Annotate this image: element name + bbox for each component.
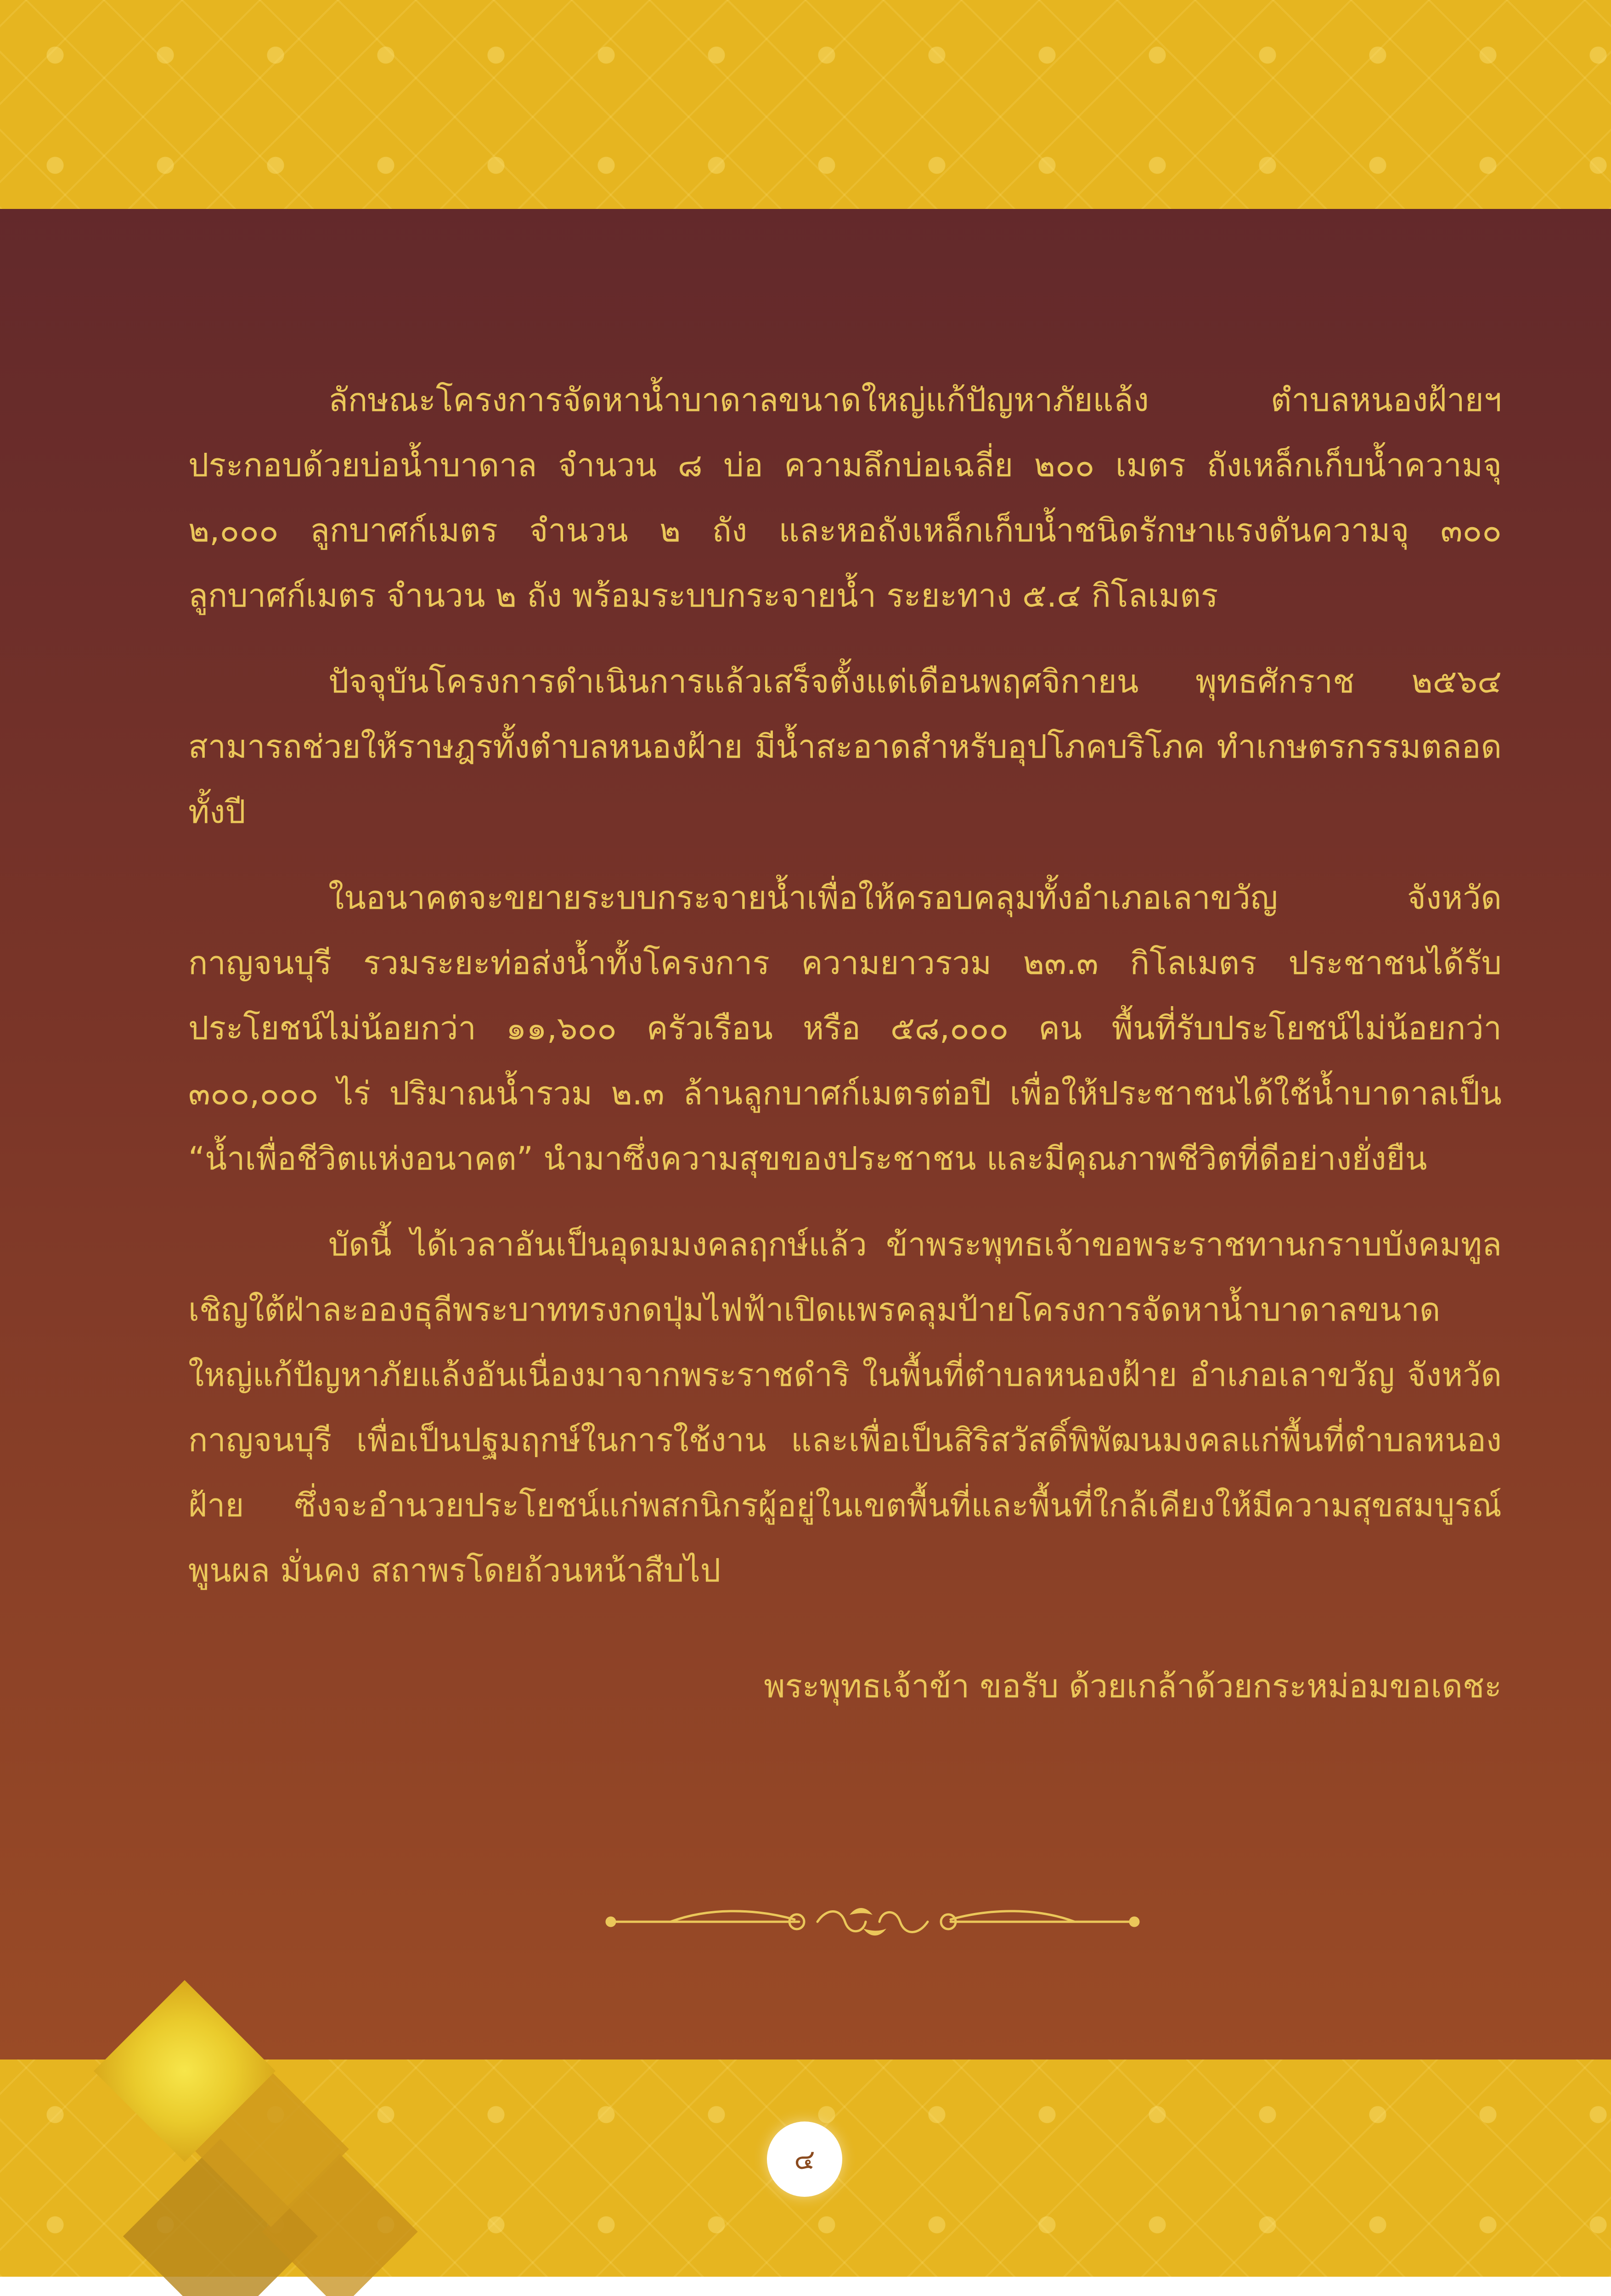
paragraph-invitation: บัดนี้ ได้เวลาอันเป็นอุดมมงคลฤกษ์แล้ว ข้าพระพุทธเจ้าขอพระราชทานกราบบังคมทูลเชิญใต้ฝ่าละอองธุลีพระบาททรงกดปุ่มไฟฟ้าเปิดแพรคลุมป้ายโครงการจัดหาน้ำบาดาลขนาดใหญ่แก้ปัญหาภัยแล้งอันเนื่องมาจากพระราชดำริ ในพื้นที่ตำบลหนองฝ้าย อำเภอเลาขวัญ จังหวัดกาญจนบุรี เพื่อเป็นปฐมฤกษ์ในการใช้งาน และเพื่อเป็นสิริสวัสดิ์พิพัฒนมงคลแก่พื้นที่ตำบลหนองฝ้าย ซึ่งจะอำนวยประโยชน์แก่พสกนิกรผู้อยู่ในเขตพื้นที่และพื้นที่ใกล้เคียงให้มีความสุขสมบูรณ์พูนผล มั่นคง สถาพรโดยถ้วนหน้าสืบไป (188, 1226, 1502, 1589)
page-number: ๔ (794, 2143, 815, 2176)
page-number-badge (767, 2122, 842, 2197)
flourish-divider-icon (602, 1901, 1143, 1942)
paragraph-future-plan: ในอนาคตจะขยายระบบกระจายน้ำเพื่อให้ครอบคลุมทั้งอำเภอเลาขวัญ จังหวัดกาญจนบุรี รวมระยะท่อส่งน้ำทั้งโครงการ ความยาวรวม ๒๓.๓ กิโลเมตร ประชาชนได้รับประโยชน์ไม่น้อยกว่า ๑๑,๖๐๐ ครัวเรือน หรือ ๕๘,๐๐๐ คน พื้นที่รับประโยชน์ไม่น้อยกว่า ๓๐๐,๐๐๐ ไร่ ปริมาณน้ำรวม ๒.๓ ล้านลูกบาศก์เมตรต่อปี เพื่อให้ประชาชนได้ใช้น้ำบาดาลเป็น “น้ำเพื่อชีวิตแห่งอนาคต” นำมาซึ่งความสุขของประชาชน และมีคุณภาพชีวิตที่ดีอย่างยั่งยืน (188, 879, 1502, 1177)
paragraph-project-status: ปัจจุบันโครงการดำเนินการแล้วเสร็จตั้งแต่เดือนพฤศจิกายน พุทธศักราช ๒๕๖๔ สามารถช่วยให้ราษฎรทั้งตำบลหนองฝ้าย มีน้ำสะอาดสำหรับอุปโภคบริโภค ทำเกษตรกรรมตลอดทั้งปี (188, 663, 1502, 831)
document-body (188, 367, 1502, 1751)
closing-salutation: พระพุทธเจ้าข้า ขอรับ ด้วยเกล้าด้วยกระหม่อมขอเดชะ (764, 1667, 1502, 1705)
paragraph-project-description: ลักษณะโครงการจัดหาน้ำบาดาลขนาดใหญ่แก้ปัญหาภัยแล้ง ตำบลหนองฝ้ายฯ ประกอบด้วยบ่อน้ำบาดาล จำนวน ๘ บ่อ ความลึกบ่อเฉลี่ย ๒๐๐ เมตร ถังเหล็กเก็บน้ำความจุ ๒,๐๐๐ ลูกบาศก์เมตร จำนวน ๒ ถัง และหอถังเหล็กเก็บน้ำชนิดรักษาแรงดันความจุ ๓๐๐ ลูกบาศก์เมตร จำนวน ๒ ถัง พร้อมระบบกระจายน้ำ ระยะทาง ๕.๔ กิโลเมตร (188, 381, 1502, 614)
top-ornamental-band (0, 0, 1611, 209)
